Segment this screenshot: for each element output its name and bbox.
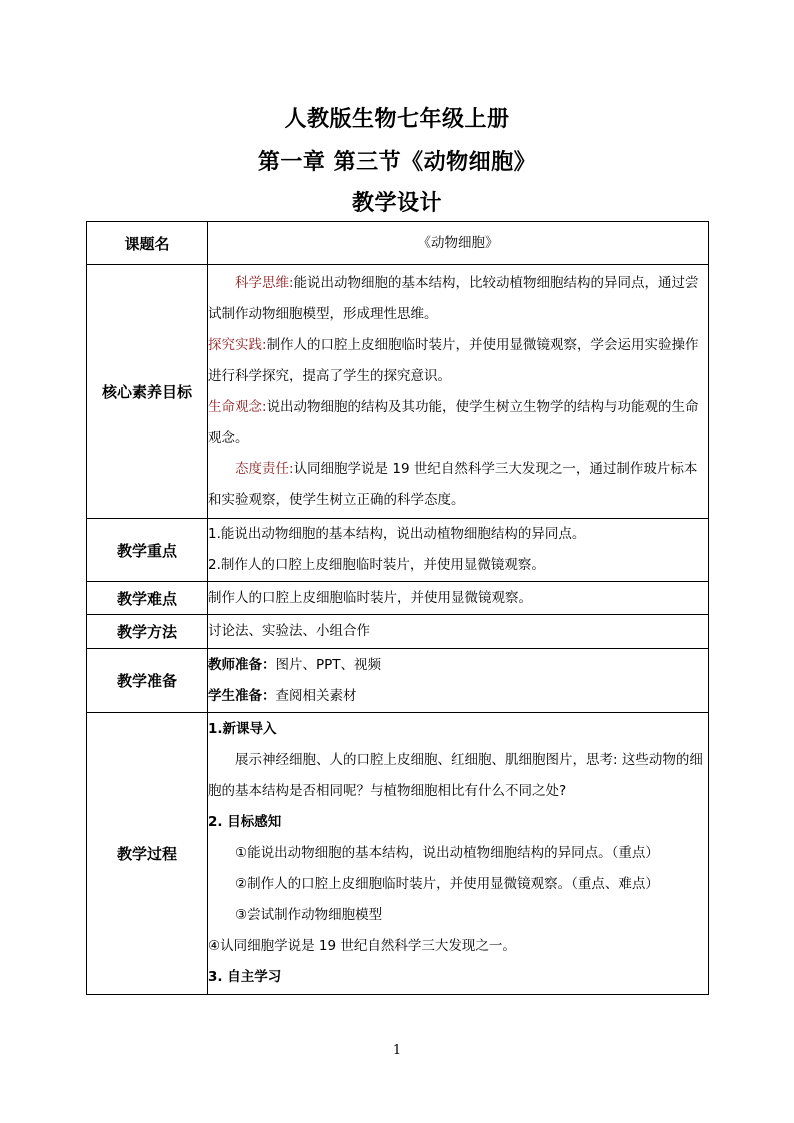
key-point-item: 1.能说出动物细胞的基本结构，说出动植物细胞结构的异同点。 — [208, 526, 586, 542]
process-goal: ③尝试制作动物细胞模型 — [235, 907, 383, 923]
difficulty-value: 制作人的口腔上皮细胞临时装片，并使用显微镜观察。 — [208, 582, 709, 615]
teacher-prep — [208, 650, 708, 681]
process-content — [208, 713, 709, 995]
process-label: 教学过程 — [87, 713, 208, 995]
process-heading: 1.新课导入 — [208, 721, 277, 737]
process-intro: 展示神经细胞、人的口腔上皮细胞、红细胞、肌细胞图片，思考: 这些动物的细胞的基本结构是否相同呢？与植物细胞相比有什么不同之处? — [208, 752, 703, 799]
core-item-text: 能说出动物细胞的基本结构，比较动植物细胞结构的异同点，通过尝试制作动物细胞模型，形成理性思维。 — [208, 274, 699, 322]
core-label: 核心素养目标 — [87, 265, 208, 519]
process-goal: ①能说出动物细胞的基本结构，说出动植物细胞结构的异同点。（重点） — [235, 845, 659, 861]
document-title: 人教版生物七年级上册 — [284, 106, 510, 132]
core-item-key: 科学思维: — [235, 274, 294, 291]
core-item-text: 制作人的口腔上皮细胞临时装片，并使用显微镜观察，学会运用实验操作进行科学探究，提高了学生的探究意识。 — [208, 336, 699, 384]
process-heading: 3. 自主学习 — [208, 969, 282, 985]
core-item-text: 认同细胞学说是 19 世纪自然科学三大发现之一，通过制作玻片标本和实验观察，使学生树立正确的科学态度。 — [208, 460, 698, 508]
core-item-text: 说出动物细胞的结构及其功能，使学生树立生物学的结构与功能观的生命观念。 — [208, 398, 699, 446]
document-subtitle: 教学设计 — [351, 190, 442, 216]
process-goal: ④认同细胞学说是 19 世纪自然科学三大发现之一。 — [208, 938, 516, 954]
row-key-points — [87, 519, 709, 582]
student-prep-value: 查阅相关素材 — [275, 687, 357, 704]
core-content — [208, 265, 709, 519]
lesson-plan-table — [86, 221, 709, 995]
key-points-label: 教学重点 — [87, 519, 208, 582]
row-method — [87, 615, 709, 649]
process-heading: 2. 目标感知 — [208, 814, 282, 830]
core-item-key: 态度责任: — [235, 460, 294, 477]
teacher-prep-value: 图片、PPT、视频 — [275, 656, 382, 673]
row-process — [87, 713, 709, 995]
method-label: 教学方法 — [87, 615, 208, 649]
topic-label: 课题名 — [87, 222, 208, 265]
row-core — [87, 265, 709, 519]
prep-label: 教学准备 — [87, 649, 208, 713]
student-prep-key: 学生准备： — [208, 687, 276, 704]
row-difficulty — [87, 582, 709, 615]
chapter-title: 第一章 第三节《动物细胞》 — [257, 149, 537, 175]
core-item-key: 生命观念: — [208, 398, 267, 415]
student-prep — [208, 681, 708, 712]
core-item — [208, 268, 708, 330]
core-item — [208, 392, 708, 454]
key-points-content — [208, 519, 709, 582]
core-item — [208, 330, 708, 392]
row-topic — [87, 222, 709, 265]
topic-value: 《动物细胞》 — [208, 222, 709, 265]
method-value: 讨论法、实验法、小组合作 — [208, 615, 709, 649]
prep-content — [208, 649, 709, 713]
row-prep — [87, 649, 709, 713]
teacher-prep-key: 教师准备： — [208, 656, 276, 673]
page-number: 1 — [392, 1043, 402, 1058]
key-point-item: 2.制作人的口腔上皮细胞临时装片，并使用显微镜观察。 — [208, 557, 545, 573]
process-goal: ②制作人的口腔上皮细胞临时装片，并使用显微镜观察。（重点、难点） — [235, 876, 659, 892]
difficulty-label: 教学难点 — [87, 582, 208, 615]
core-item — [208, 454, 708, 516]
core-item-key: 探究实践: — [208, 336, 267, 353]
